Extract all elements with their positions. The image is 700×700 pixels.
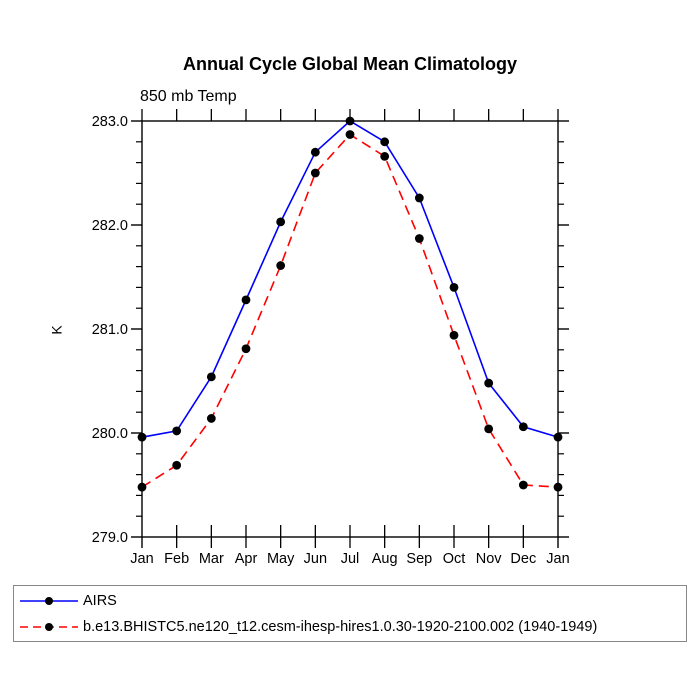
x-tick-label: Dec bbox=[510, 551, 537, 567]
data-point-airs-5-jun bbox=[311, 148, 320, 157]
x-tick-label: Jun bbox=[303, 551, 328, 567]
x-tick-label: Nov bbox=[475, 551, 502, 567]
legend-label-model: b.e13.BHISTC5.ne120_t12.cesm-ihesp-hires1.0.30-1920-2100.002 (1940-1949) bbox=[83, 618, 598, 635]
legend-item-model bbox=[14, 614, 686, 640]
data-point-model-5-jun bbox=[311, 169, 320, 178]
series-line-airs bbox=[142, 121, 558, 437]
data-point-airs-11-dec bbox=[519, 422, 528, 431]
legend-label-airs: AIRS bbox=[83, 592, 117, 609]
data-point-airs-2-mar bbox=[207, 372, 216, 381]
x-tick-label: May bbox=[266, 551, 295, 567]
legend-marker-dot-icon bbox=[45, 623, 53, 631]
data-point-model-1-feb bbox=[172, 461, 181, 470]
data-point-airs-0-jan bbox=[138, 433, 147, 442]
x-tick-label: Mar bbox=[198, 551, 224, 567]
y-tick-label: 281.0 bbox=[91, 322, 128, 338]
legend bbox=[13, 585, 687, 642]
plot-frame bbox=[142, 121, 558, 537]
data-point-airs-1-feb bbox=[172, 427, 181, 436]
x-tick-label: Feb bbox=[164, 551, 190, 567]
data-point-model-9-oct bbox=[450, 331, 459, 340]
x-tick-label: Aug bbox=[371, 551, 398, 567]
data-point-model-2-mar bbox=[207, 414, 216, 423]
data-point-airs-4-may bbox=[276, 217, 285, 226]
legend-line-sample-model bbox=[19, 621, 79, 633]
data-point-airs-7-aug bbox=[380, 137, 389, 146]
x-tick-label: Oct bbox=[442, 551, 466, 567]
y-axis-label: K bbox=[48, 325, 65, 335]
y-tick-label: 283.0 bbox=[91, 114, 128, 130]
data-point-model-11-dec bbox=[519, 481, 528, 490]
data-point-model-7-aug bbox=[380, 152, 389, 161]
data-point-airs-12-jan bbox=[554, 433, 563, 442]
legend-line-sample-airs bbox=[19, 595, 79, 607]
data-point-model-12-jan bbox=[554, 483, 563, 492]
data-point-model-8-sep bbox=[415, 234, 424, 243]
data-point-airs-10-nov bbox=[484, 379, 493, 388]
data-point-model-10-nov bbox=[484, 424, 493, 433]
legend-item-airs bbox=[14, 588, 686, 614]
x-tick-label: Jan bbox=[130, 551, 154, 567]
chart-title: Annual Cycle Global Mean Climatology bbox=[182, 54, 518, 74]
y-tick-label: 280.0 bbox=[91, 426, 128, 442]
x-tick-label: Jul bbox=[340, 551, 360, 567]
y-tick-label: 282.0 bbox=[91, 218, 128, 234]
data-point-model-3-apr bbox=[242, 344, 251, 353]
chart-subtitle: 850 mb Temp bbox=[140, 88, 237, 105]
x-tick-label: Jan bbox=[546, 551, 570, 567]
data-point-model-4-may bbox=[276, 261, 285, 270]
data-point-airs-6-jul bbox=[346, 117, 355, 126]
data-point-model-6-jul bbox=[346, 130, 355, 139]
legend-marker-dot-icon bbox=[45, 597, 53, 605]
data-point-airs-3-apr bbox=[242, 295, 251, 304]
y-tick-label: 279.0 bbox=[91, 530, 128, 546]
data-point-airs-8-sep bbox=[415, 194, 424, 203]
data-point-airs-9-oct bbox=[450, 283, 459, 292]
data-point-model-0-jan bbox=[138, 483, 147, 492]
x-tick-label: Sep bbox=[406, 551, 433, 567]
x-tick-label: Apr bbox=[234, 551, 258, 567]
series-line-model bbox=[142, 135, 558, 488]
